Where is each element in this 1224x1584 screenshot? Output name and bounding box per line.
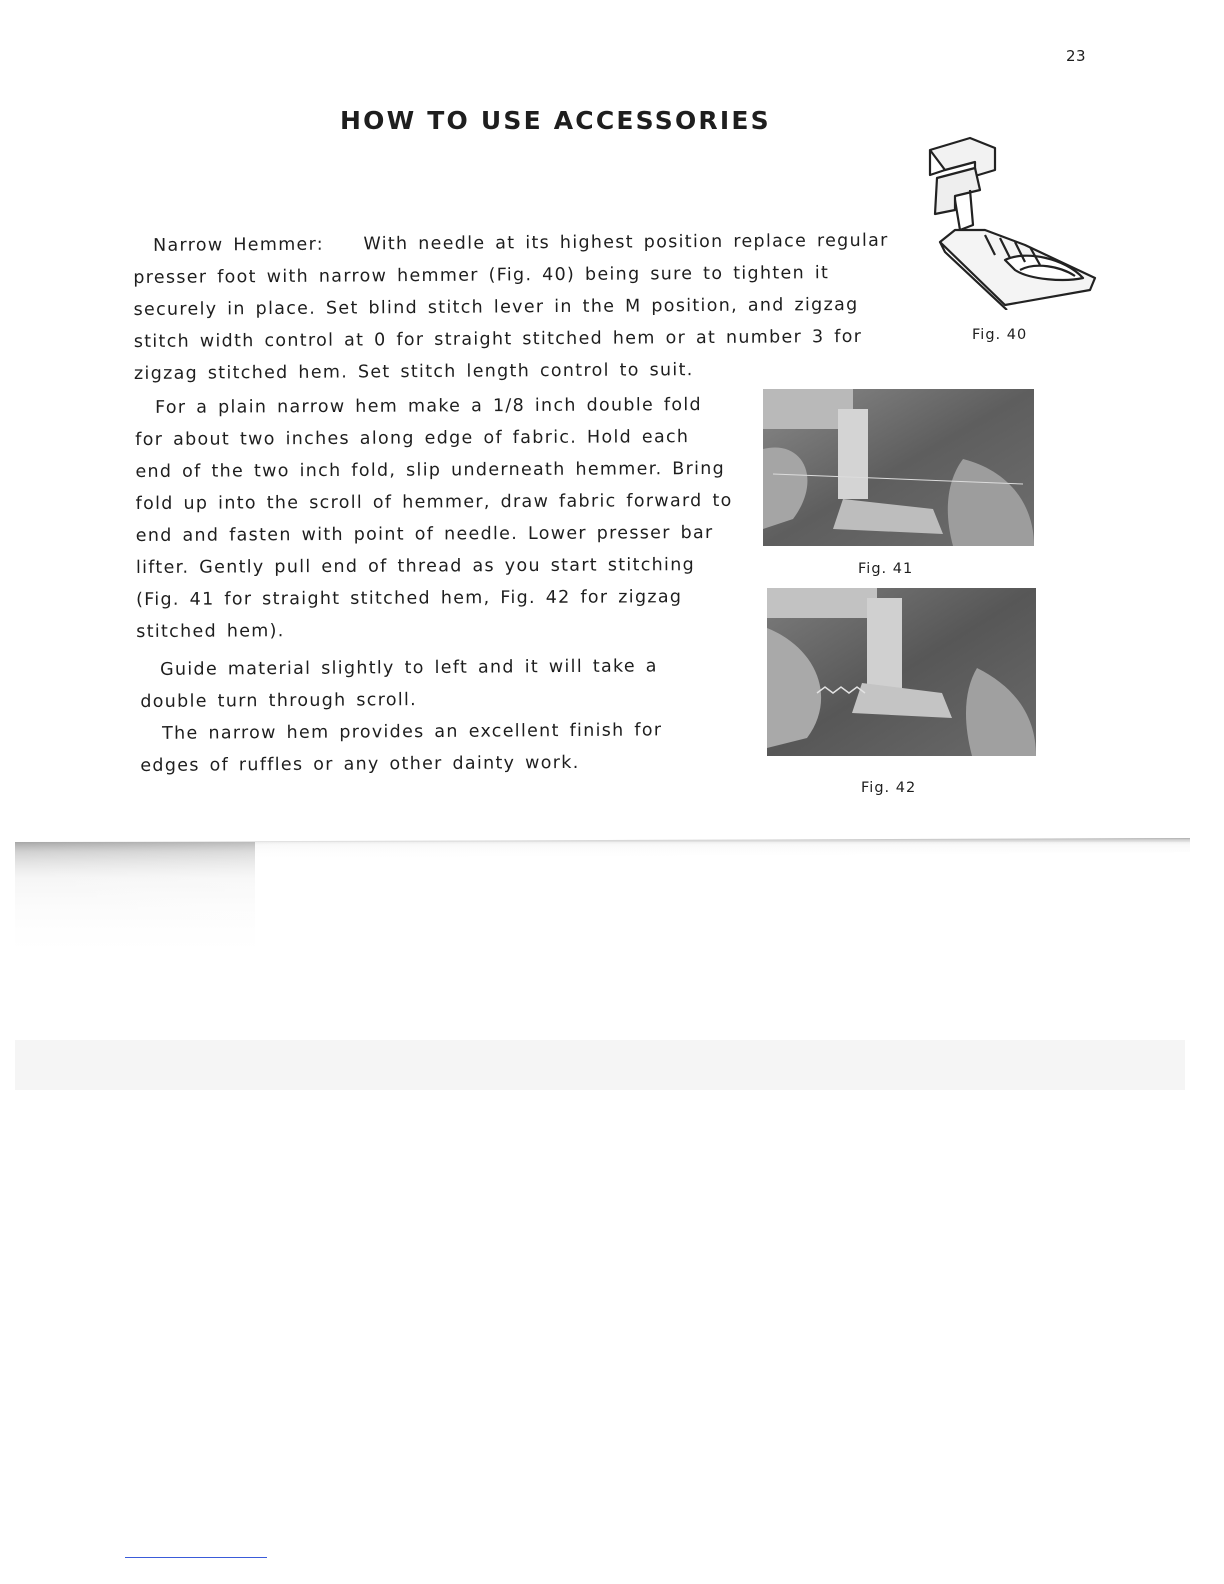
- plain-hem-paragraph: For a plain narrow hem make a 1/8 inch double fold for about two inches along edge of fabric. Hold each end of the two inch fold, slip underneath hemmer. Bring fold up into the scroll of hemmer, draw fabric forward to end and fasten with point of needle. Lower presser bar lifter. Gently pull end of thread as you start stitching (Fig. 41 for straight stitched hem, Fig. 42 for zigzag stitched hem).: [135, 395, 733, 642]
- straight-hem-photo: [763, 389, 1034, 546]
- scan-artifact-band: [0, 830, 1224, 1110]
- narrow-hemmer-label: Narrow Hemmer:: [153, 234, 325, 256]
- narrow-hemmer-text: With needle at its highest position replace regular presser foot with narrow hemmer (Fig. 40) being sure to tighten it securely in place. Set blind stitch lever in the M position, and zigzag stitch width control at 0 for straight stitched hem or at number 3 for zigzag stitched hem. Set stitch length control to suit.: [133, 230, 889, 384]
- fig42-caption: Fig. 42: [861, 780, 917, 796]
- page-title: HOW TO USE ACCESSORIES: [340, 106, 771, 135]
- zigzag-hem-photo: [767, 588, 1036, 756]
- guide-paragraph: Guide material slightly to left and it will take a double turn through scroll.: [140, 656, 658, 712]
- narrow-hemmer-foot-figure: [915, 130, 1105, 310]
- fig40-caption: Fig. 40: [972, 327, 1028, 343]
- fig41-caption: Fig. 41: [858, 561, 914, 577]
- narrow-hemmer-paragraph: [133, 225, 904, 390]
- link-underline: [125, 1557, 267, 1558]
- page-number: 23: [1066, 47, 1087, 65]
- finish-paragraph: The narrow hem provides an excellent finish for edges of ruffles or any other dainty work.: [140, 720, 663, 776]
